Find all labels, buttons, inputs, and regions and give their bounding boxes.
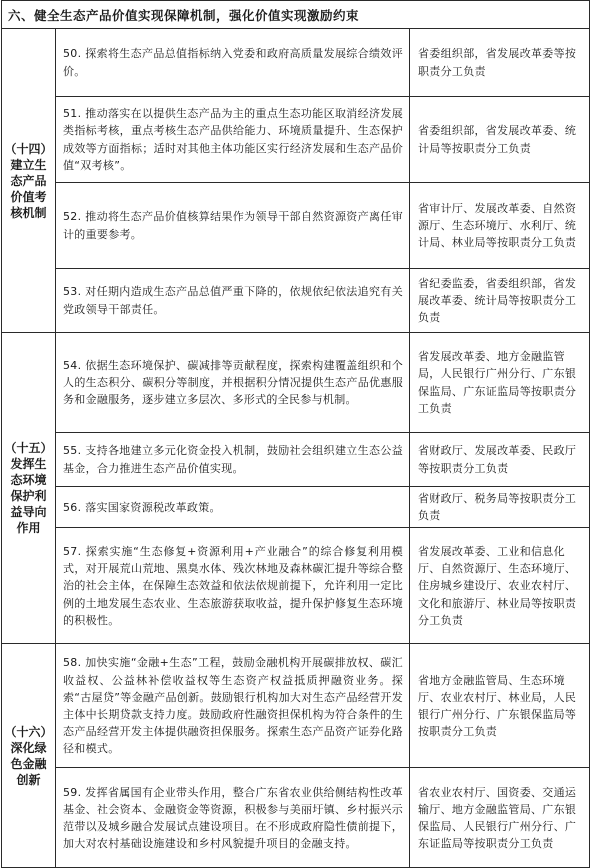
responsible-cell: 省发展改革委、工业和信息化厅、自然资源厅、生态环境厅、住房城乡建设厅、农业农村厅、文化和旅游厅、林业局等按职责分工负责 [410,528,590,644]
responsible-cell: 省委组织部，省发展改革委等按职责分工负责 [410,29,590,97]
responsible-cell: 省发展改革委、地方金融监管局，人民银行广州分行、广东银保监局、广东证监局等按职责分工负责 [410,333,590,433]
table-row [2,528,590,644]
measure-cell: 56. 落实国家资源税改革政策。 [56,487,410,528]
category-line: （十五） [4,441,53,456]
category-line: 建立生 [10,157,47,172]
responsible-cell: 省纪委监委，省委组织部，省发展改革委、统计局等按职责分工负责 [410,269,590,333]
table-row [2,183,590,269]
responsible-cell: 省地方金融监管局、生态环境厅、农业农村厅、林业局，人民银行广州分行、广东银保监局等按职责分工负责 [410,644,590,768]
measure-cell: 58. 加快实施“金融+生态”工程，鼓励金融机构开展碳排放权、碳汇收益权、公益林补偿收益权等生态资产权益抵质押融资业务。探索“古屋贷”等金融产品创新。鼓励银行机构加大对生态产品经营开发主体中长期贷款支持力度。鼓励政府性融资担保机构为符合条件的生态产品经营开发主体提供融资担保服务。探索生态产品资产证券化路径和模式。 [56,644,410,768]
measure-cell: 51. 推动落实在以提供生态产品为主的重点生态功能区取消经济发展类指标考核，重点考核生态产品供给能力、环境质量提升、生态保护成效等方面指标；适时对其他主体功能区实行经济发展和生态产品价值“双考核”。 [56,97,410,183]
table-row [2,333,590,433]
measure-cell: 59. 发挥省属国有企业带头作用，整合广东省农业供给侧结构性改革基金、社会资本、金融资金等资源，积极参与美丽圩镇、乡村振兴示范带以及城乡融合发展试点建设项目。在不形成政府隐性债前提下，加大对农村基础设施建设和乡村风貌提升项目的金融支持。 [56,768,410,868]
table-row [2,487,590,528]
table-row [2,644,590,768]
table-row [2,97,590,183]
measure-cell: 54. 依据生态环境保护、碳减排等贡献程度，探索构建覆盖组织和个人的生态积分、碳积分等制度，并根据积分情况提供生态产品优惠服务和金融服务，逐步建立多层次、多形式的全民参与机制。 [56,333,410,433]
category-line: 益导向 [10,505,47,520]
category-line: 价值考 [10,189,47,204]
category-line: 作用 [16,521,41,536]
table-row [2,29,590,97]
measure-cell: 53. 对任期内造成生态产品总值严重下降的，依规依纪依法追究有关党政领导干部责任。 [56,269,410,333]
category-line: （十四） [4,141,53,156]
table-row [2,768,590,868]
category-line: 保护利 [10,489,47,504]
category-line: 色金融 [10,756,47,771]
category-line: 态产品 [10,173,47,188]
responsible-cell: 省农业农村厅、国资委、交通运输厅、地方金融监管局、广东银保监局、人民银行广州分行、广东证监局等按职责分工负责 [410,768,590,868]
category-line: 创新 [16,772,41,787]
policy-table [1,0,590,868]
responsible-cell: 省委组织部，省发展改革委、统计局等按职责分工负责 [410,97,590,183]
measure-cell: 50. 探索将生态产品总值指标纳入党委和政府高质量发展综合绩效评价。 [56,29,410,97]
category-line: 核机制 [10,205,47,220]
measure-cell: 55. 支持各地建立多元化资金投入机制，鼓励社会组织建立生态公益基金，合力推进生态产品价值实现。 [56,433,410,487]
responsible-cell: 省审计厅、发展改革委、自然资源厅、生态环境厅、水利厅、统计局、林业局等按职责分工负责 [410,183,590,269]
measure-cell: 52. 推动将生态产品价值核算结果作为领导干部自然资源资产离任审计的重要参考。 [56,183,410,269]
category-cell [2,333,56,644]
responsible-cell: 省财政厅、税务局等按职责分工负责 [410,487,590,528]
category-line: 发挥生 [10,457,47,472]
category-line: 深化绿 [10,740,47,755]
table-row [2,269,590,333]
table-row [2,433,590,487]
category-line: 态环境 [10,473,47,488]
responsible-cell: 省财政厅、发展改革委、民政厅等按职责分工负责 [410,433,590,487]
category-line: （十六） [4,724,53,739]
section-title: 六、健全生态产品价值实现保障机制，强化价值实现激励约束 [2,1,590,29]
measure-cell: 57. 探索实施“生态修复+资源利用+产业融合”的综合修复利用模式，对开展荒山荒地、黑臭水体、残次林地及森林碳汇提升等综合整治的社会主体，在保障生态效益和依法依规前提下，允许利用一定比例的土地发展生态农业、生态旅游获取收益，提升保护修复生态环境的积极性。 [56,528,410,644]
category-cell [2,29,56,333]
section-header-row [2,1,590,29]
category-cell [2,644,56,868]
